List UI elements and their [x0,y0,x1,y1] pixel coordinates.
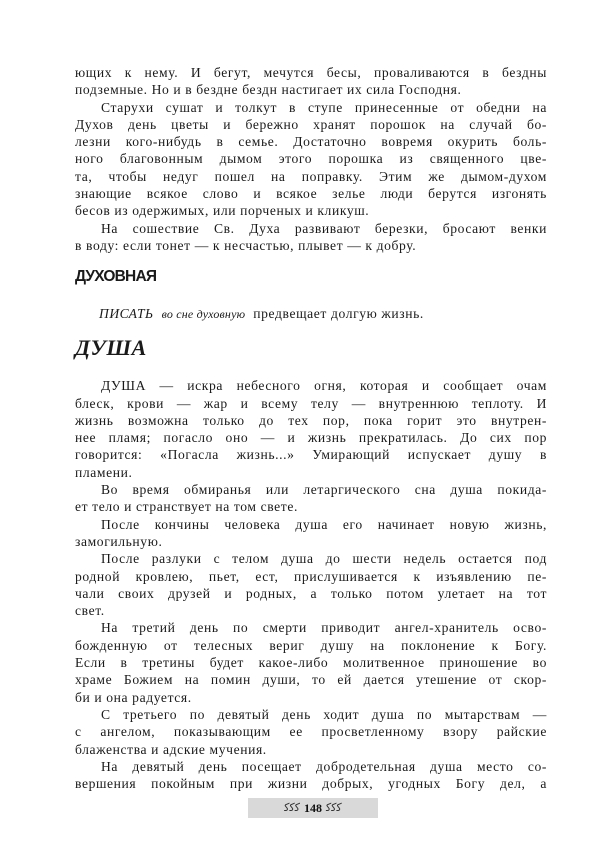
text-line: замогильную. [75,533,163,549]
text-line: ющих к нему. И бегут, мечутся бесы, проваливаются в бездны [75,65,547,80]
text-line: подземные. Но и в бездне бездн настигает их сила Господня. [75,82,462,98]
text-line: лезни кого-нибудь в семье. Достаточно вовремя окурить боль- [75,134,547,150]
page-number: 148 [304,800,322,815]
text-line: На третий день по смерти приводит ангел-хранитель осво- [101,620,547,636]
text-line: свет. [75,603,105,619]
text-line: вершения покойным при жизни добрых, угодных Богу дел, а [75,776,547,792]
footer-ornament-right-icon: ﮐﮐﮐ [326,802,342,814]
text-line: На девятый день посещает добродетельная душа место со- [101,758,547,774]
dream-meaning: предвещает долгую жизнь. [253,306,424,322]
text-line: с ангелом, показывающим ее просветленному взору райские [75,724,547,740]
page-footer [248,798,378,818]
text-line: С третьего по девятый день ходит душа по мытарствам — [101,706,547,722]
text-line: чали своих друзей и родных, а только потом улетает на тот [75,585,547,601]
footer-ornament-left-icon: ﮐﮐﮐ [284,802,300,814]
text-line: После разлуки с телом душа до шести недель остается под [101,551,547,567]
text-line: би и она радуется. [75,689,192,705]
text-line: ДУША — искра небесного огня, которая и сообщает очам [101,378,547,394]
text-line: храме Божием на помин души, то ей дается утешение от скор- [75,672,547,688]
text-line: Если в третины будет какое-либо молитвенное приношение во [75,655,547,671]
text-line: блаженства и адские мучения. [75,741,267,757]
text-line: После кончины человека душа его начинает новую жизнь, [101,516,547,532]
dream-lead-word: ПИСАТЬ [99,306,154,322]
text-line: ет тело и странствует на том свете. [75,499,298,515]
text-line: нее пламя; погасло оно — и жизнь прекратилась. До сих пор [75,430,547,446]
dream-interpretation-dukhovnaya [75,306,547,322]
section-dukhov-den [75,64,547,254]
text-line: в воду: если тонет — к несчастью, плывет — к добру. [75,237,417,253]
text-line: говорится: «Погасла жизнь...» Умирающий испускает душу в [75,447,547,463]
text-line: Во время обмиранья или летаргического сна душа покида- [101,482,547,498]
text-line: та, чтобы недуг пошел на поправку. Этим же дымом-духом [75,168,547,184]
text-line: жизнь возможна только до тех пор, пока горит это внутрен- [75,412,547,428]
text-line: божденную от телесных вериг душу на поклонение к Богу. [75,637,547,653]
text-line: На сошествие Св. Духа развивают березки, бросают венки [101,220,547,236]
text-line: родной кровлею, пьет, ест, прислушивается к изъявлению пе- [75,568,547,584]
text-line: знающие всякое слово и всякое зелье люди берутся изгонять [75,186,547,202]
text-line: Старухи сушат и толкут в ступе принесенные от обедни на [101,99,547,115]
dream-italic-phrase: во сне духовную [161,307,246,322]
text-line: блеск, крови — жар и всему телу — внутреннюю теплоту. И [75,395,547,411]
text-line: бесов из одержимых, или порченых и кликуш. [75,203,370,219]
entry-heading-dukhovnaya: ДУХОВНАЯ [75,268,157,286]
section-dusha [75,377,547,792]
page-body [75,64,547,792]
entry-heading-dusha: ДУША [75,335,147,361]
text-line: ного благовонным дымом этого порошка из священного цве- [75,151,547,167]
text-line: пламени. [75,464,133,480]
text-line: Духов день цветы и бережно хранят порошок на случай бо- [75,116,547,132]
